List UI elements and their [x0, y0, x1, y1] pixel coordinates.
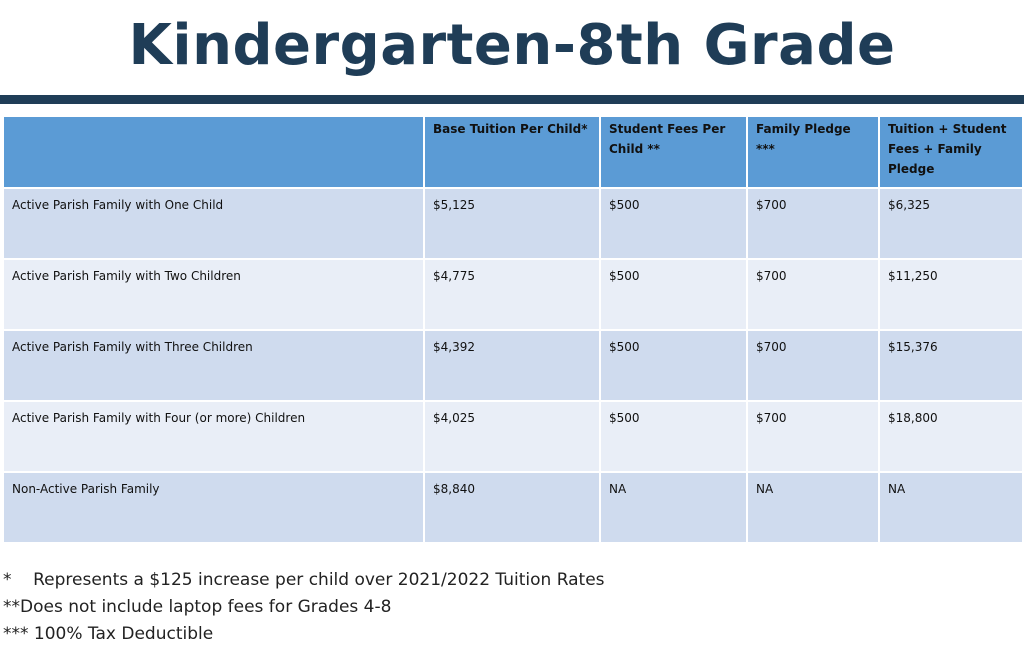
table-row [3, 330, 1023, 401]
total-cell: $11,250 [879, 259, 1023, 330]
family-pledge-cell: $700 [747, 188, 879, 259]
base-tuition-cell: $4,775 [424, 259, 600, 330]
total-cell: $6,325 [879, 188, 1023, 259]
footnote-tuition-increase: * Represents a $125 increase per child over 2021/2022 Tuition Rates [3, 570, 605, 590]
row-label: Active Parish Family with Four (or more) Children [3, 401, 424, 472]
student-fees-cell: $500 [600, 330, 747, 401]
table-row [3, 188, 1023, 259]
row-label: Active Parish Family with One Child [3, 188, 424, 259]
row-label: Non-Active Parish Family [3, 472, 424, 543]
table-header-row [3, 116, 1023, 188]
student-fees-cell: NA [600, 472, 747, 543]
student-fees-cell: $500 [600, 259, 747, 330]
table-row [3, 401, 1023, 472]
footnotes [3, 567, 605, 648]
footnote-tax-deductible: *** 100% Tax Deductible [3, 624, 214, 644]
total-cell: $15,376 [879, 330, 1023, 401]
row-label: Active Parish Family with Three Children [3, 330, 424, 401]
row-label: Active Parish Family with Two Children [3, 259, 424, 330]
student-fees-cell: $500 [600, 188, 747, 259]
total-cell: $18,800 [879, 401, 1023, 472]
total-cell: NA [879, 472, 1023, 543]
family-pledge-cell: $700 [747, 401, 879, 472]
base-tuition-cell: $8,840 [424, 472, 600, 543]
header-student-fees: Student Fees Per Child ** [600, 116, 747, 188]
table-row [3, 472, 1023, 543]
base-tuition-cell: $4,025 [424, 401, 600, 472]
table-row [3, 259, 1023, 330]
base-tuition-cell: $4,392 [424, 330, 600, 401]
family-pledge-cell: NA [747, 472, 879, 543]
tuition-table [2, 115, 1024, 544]
header-base-tuition: Base Tuition Per Child* [424, 116, 600, 188]
student-fees-cell: $500 [600, 401, 747, 472]
header-category [3, 116, 424, 188]
title-divider [0, 95, 1024, 104]
header-family-pledge: Family Pledge *** [747, 116, 879, 188]
page-title: Kindergarten-8th Grade [128, 13, 896, 78]
family-pledge-cell: $700 [747, 259, 879, 330]
base-tuition-cell: $5,125 [424, 188, 600, 259]
header-total: Tuition + Student Fees + Family Pledge [879, 116, 1023, 188]
family-pledge-cell: $700 [747, 330, 879, 401]
footnote-laptop-fees: **Does not include laptop fees for Grades 4-8 [3, 597, 392, 617]
